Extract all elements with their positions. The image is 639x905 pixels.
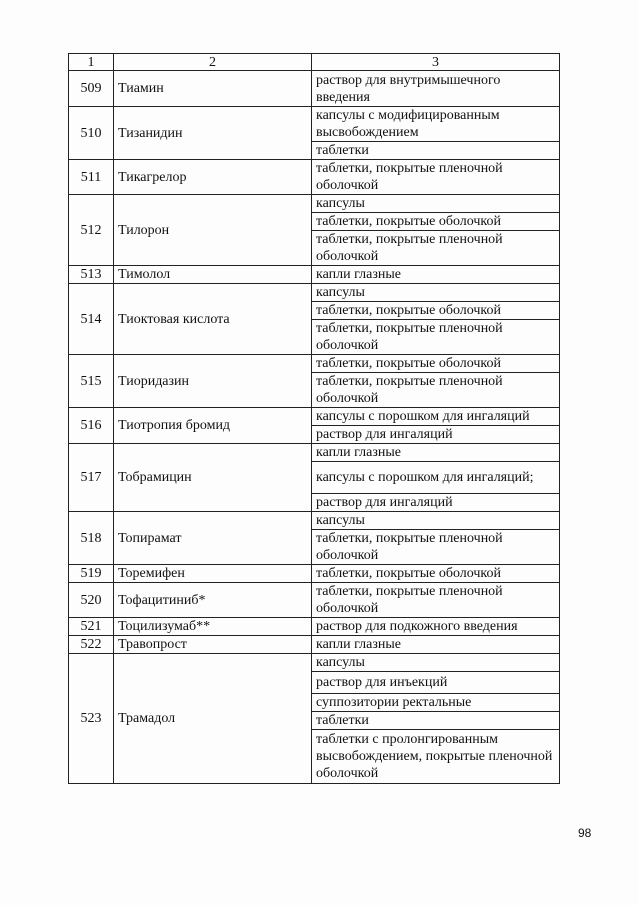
- table-row: [69, 444, 560, 462]
- table-row: [69, 583, 560, 618]
- dosage-form: раствор для подкожного введения: [312, 618, 560, 636]
- dosage-form: суппозитории ректальные: [312, 694, 560, 712]
- row-number: 511: [69, 160, 114, 195]
- table-row: [69, 512, 560, 530]
- row-number: 510: [69, 107, 114, 160]
- drug-name: Тиотропия бромид: [114, 408, 312, 444]
- drug-name: Тиоридазин: [114, 355, 312, 408]
- drug-name: Тилорон: [114, 195, 312, 266]
- dosage-form: капсулы: [312, 284, 560, 302]
- header-col-1: 1: [69, 54, 114, 71]
- dosage-form: таблетки, покрытые оболочкой: [312, 565, 560, 583]
- drug-name: Тикагрелор: [114, 160, 312, 195]
- row-number: 512: [69, 195, 114, 266]
- dosage-form: капсулы с порошком для ингаляций: [312, 408, 560, 426]
- table-row: [69, 71, 560, 107]
- row-number: 518: [69, 512, 114, 565]
- dosage-form: таблетки, покрытые оболочкой: [312, 302, 560, 320]
- table-row: [69, 618, 560, 636]
- dosage-form: капсулы: [312, 512, 560, 530]
- drug-name: Тофацитиниб*: [114, 583, 312, 618]
- row-number: 514: [69, 284, 114, 355]
- drug-name: Трамадол: [114, 654, 312, 784]
- table-row: [69, 355, 560, 373]
- row-number: 521: [69, 618, 114, 636]
- row-number: 509: [69, 71, 114, 107]
- table-row: [69, 654, 560, 672]
- page-number: 98: [578, 826, 592, 840]
- row-number: 520: [69, 583, 114, 618]
- dosage-form: раствор для ингаляций: [312, 494, 560, 512]
- table-row: [69, 636, 560, 654]
- drug-name: Тиоктовая кислота: [114, 284, 312, 355]
- table-row: [69, 408, 560, 426]
- dosage-form: таблетки, покрытые оболочкой: [312, 355, 560, 373]
- header-col-3: 3: [312, 54, 560, 71]
- row-number: 519: [69, 565, 114, 583]
- drug-name: Тоцилизумаб**: [114, 618, 312, 636]
- dosage-form: капли глазные: [312, 444, 560, 462]
- dosage-form: капсулы с порошком для ингаляций;: [312, 462, 560, 494]
- table-row: [69, 195, 560, 213]
- drug-table-body: [69, 54, 560, 784]
- row-number: 513: [69, 266, 114, 284]
- dosage-form: таблетки, покрытые пленочной оболочкой: [312, 320, 560, 355]
- header-col-2: 2: [114, 54, 312, 71]
- dosage-form: капсулы: [312, 654, 560, 672]
- dosage-form: таблетки, покрытые пленочной оболочкой: [312, 373, 560, 408]
- dosage-form: капли глазные: [312, 636, 560, 654]
- dosage-form: таблетки, покрытые пленочной оболочкой: [312, 160, 560, 195]
- table-header-row: [69, 54, 560, 71]
- dosage-form: раствор для ингаляций: [312, 426, 560, 444]
- dosage-form: таблетки: [312, 142, 560, 160]
- dosage-form: таблетки, покрытые оболочкой: [312, 213, 560, 231]
- dosage-form: таблетки: [312, 712, 560, 730]
- drug-name: Торемифен: [114, 565, 312, 583]
- dosage-form: раствор для внутримышечного введения: [312, 71, 560, 107]
- row-number: 522: [69, 636, 114, 654]
- table-row: [69, 565, 560, 583]
- drug-name: Тимолол: [114, 266, 312, 284]
- dosage-form: капсулы: [312, 195, 560, 213]
- row-number: 523: [69, 654, 114, 784]
- dosage-form: таблетки, покрытые пленочной оболочкой: [312, 583, 560, 618]
- drug-name: Топирамат: [114, 512, 312, 565]
- drug-name: Тизанидин: [114, 107, 312, 160]
- dosage-form: раствор для инъекций: [312, 672, 560, 694]
- drug-name: Тобрамицин: [114, 444, 312, 512]
- table-row: [69, 284, 560, 302]
- drug-name: Травопрост: [114, 636, 312, 654]
- row-number: 515: [69, 355, 114, 408]
- dosage-form: таблетки, покрытые пленочной оболочкой: [312, 231, 560, 266]
- dosage-form: таблетки, покрытые пленочной оболочкой: [312, 530, 560, 565]
- row-number: 516: [69, 408, 114, 444]
- dosage-form: капсулы с модифицированным высвобождением: [312, 107, 560, 142]
- row-number: 517: [69, 444, 114, 512]
- drug-name: Тиамин: [114, 71, 312, 107]
- drug-table: [68, 53, 560, 784]
- table-row: [69, 266, 560, 284]
- table-row: [69, 160, 560, 195]
- dosage-form: капли глазные: [312, 266, 560, 284]
- dosage-form: таблетки с пролонгированным высвобождением, покрытые пленочной оболочкой: [312, 730, 560, 784]
- table-row: [69, 107, 560, 142]
